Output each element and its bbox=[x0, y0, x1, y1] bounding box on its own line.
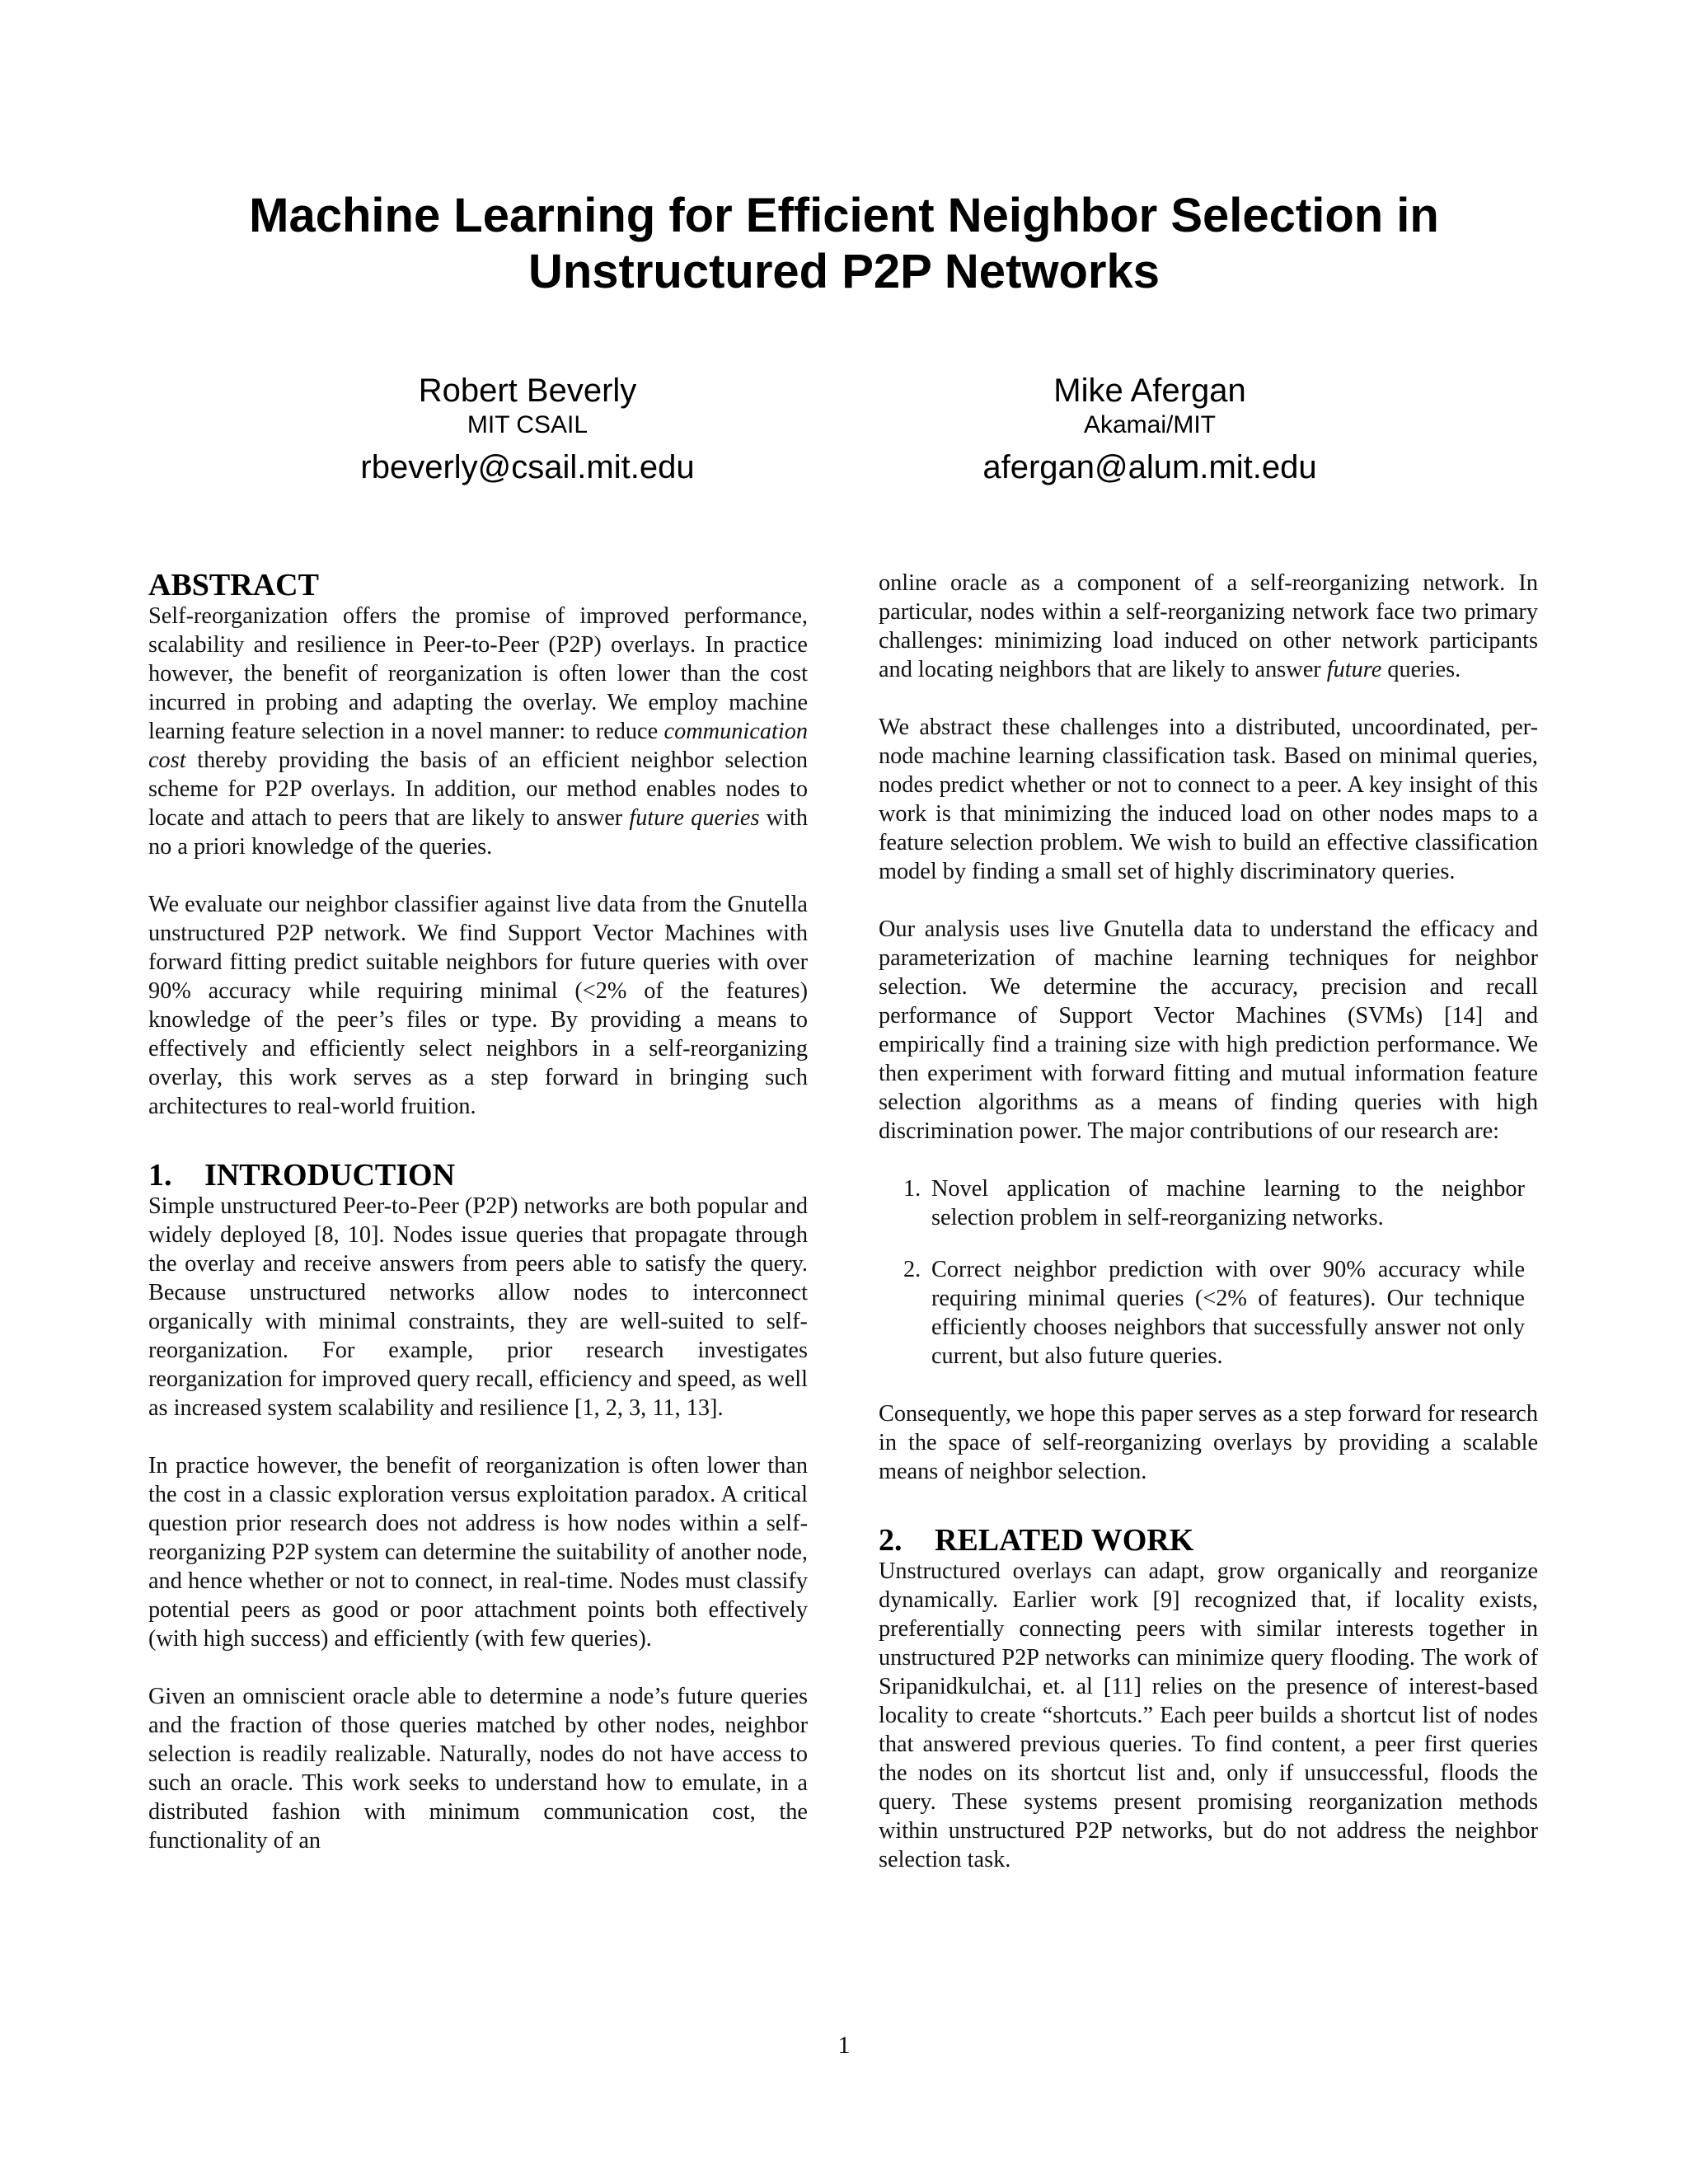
author-name: Robert Beverly bbox=[418, 373, 637, 409]
section-heading-introduction: 1. INTRODUCTION bbox=[148, 1158, 456, 1193]
body-paragraph: Unstructured overlays can adapt, grow organically and reorganize dynamically. Earlier work [9] recognized that, if locality exists, preferentially connecting peers with similar interests together in unstructured P2P networks can minimize query flooding. The work of Sripanidkulchai, et. al [11] relies on the presence of interest-based locality to create “shortcuts.” Each peer builds a shortcut list of nodes that answered previous queries. To find content, a peer first queries the nodes on its shortcut list and, only if unsuccessful, floods the query. These systems present promising reorganization methods within unstructured P2P networks, but do not address the neighbor selection task. bbox=[879, 1558, 1538, 1872]
author-email: afergan@alum.mit.edu bbox=[982, 449, 1317, 485]
left-column bbox=[148, 569, 808, 1855]
abstract-heading: ABSTRACT bbox=[148, 568, 319, 602]
body-paragraph: Our analysis uses live Gnutella data to understand the efficacy and parameterization of machine learning techniques for neighbor selection. We determine the accuracy, precision and recall performance of Support Vector Machines (SVMs) [14] and empirically find a training size with high prediction performance. We then experiment with forward fitting and mutual information feature selection algorithms as a means of finding queries with high discrimination power. The major contributions of our research are: bbox=[879, 916, 1538, 1144]
right-column bbox=[879, 569, 1538, 1874]
abstract-paragraph: We evaluate our neighbor classifier against live data from the Gnutella unstructured P2P network. We find Support Vector Machines with forward fitting predict suitable neighbors for future queries with over 90% accuracy while requiring minimal (<2% of the features) knowledge of the peer’s files or type. By providing a means to effectively and efficiently select neighbors in a self-reorganizing overlay, this work serves as a step forward in bringing such architectures to real-world fruition. bbox=[148, 892, 808, 1119]
author-name: Mike Afergan bbox=[1053, 373, 1246, 409]
body-paragraph: We abstract these challenges into a distributed, uncoordinated, per-node machine learning classification task. Based on minimal queries, nodes predict whether or not to connect to a peer. A key insight of this work is that minimizing the induced load on other nodes maps to a feature selection problem. We wish to build an effective classification model by finding a small set of highly discriminatory queries. bbox=[879, 715, 1538, 884]
abstract-paragraph: Self-reorganization offers the promise of improved performance, scalability and resilience in Peer-to-Peer (P2P) overlays. In practice however, the benefit of reorganization is often lower than the cost incurred in probing and adapting the overlay. We employ machine learning feature selection in a novel manner: to reduce communication cost thereby providing the basis of an efficient neighbor selection scheme for P2P overlays. In addition, our method enables nodes to locate and attach to peers that are likely to answer future queries with no a priori knowledge of the queries. bbox=[148, 603, 808, 860]
body-paragraph: In practice however, the benefit of reorganization is often lower than the cost in a classic exploration versus exploitation paradox. A critical question prior research does not address is how nodes within a self-reorganizing P2P system can determine the suitability of another node, and hence whether or not to connect, in real-time. Nodes must classify potential peers as good or poor attachment points both effectively (with high success) and efficiently (with few queries). bbox=[148, 1453, 808, 1652]
author-affiliation: Akamai/MIT bbox=[1083, 411, 1217, 438]
title-line-1: Machine Learning for Efficient Neighbor Selection in bbox=[249, 189, 1439, 242]
list-item: 1. Novel application of machine learning to the neighbor selection problem in self-reorganizing networks. bbox=[903, 1176, 1525, 1230]
page-number: 1 bbox=[837, 2032, 851, 2059]
paper-title bbox=[124, 188, 1564, 300]
author-block bbox=[861, 371, 1438, 488]
author-block bbox=[239, 371, 816, 488]
author-email: rbeverly@csail.mit.edu bbox=[360, 449, 695, 485]
contributions-list bbox=[879, 1174, 1538, 1371]
section-heading-related-work: 2. RELATED WORK bbox=[879, 1523, 1194, 1558]
author-affiliation: MIT CSAIL bbox=[467, 411, 588, 438]
list-item: 2. Correct neighbor prediction with over 90% accuracy while requiring minimal queries (<2% of features). Our technique efficiently chooses neighbors that successfully answer not only current, but also future queries. bbox=[903, 1257, 1525, 1369]
body-paragraph: Given an omniscient oracle able to determine a node’s future queries and the fraction of those queries matched by other nodes, neighbor selection is readily realizable. Naturally, nodes do not have access to such an oracle. This work seeks to understand how to emulate, in a distributed fashion with minimum communication cost, the functionality of an bbox=[148, 1684, 808, 1854]
body-paragraph: Simple unstructured Peer-to-Peer (P2P) networks are both popular and widely deployed [8, 10]. Nodes issue queries that propagate through the overlay and receive answers from peers able to satisfy the query. Because unstructured networks allow nodes to interconnect organically with minimal constraints, they are well-suited to self-reorganization. For example, prior research investigates reorganization for improved query recall, efficiency and speed, as well as increased system scalability and resilience [1, 2, 3, 11, 13]. bbox=[148, 1193, 808, 1421]
title-line-2: Unstructured P2P Networks bbox=[528, 245, 1160, 298]
body-paragraph: online oracle as a component of a self-reorganizing network. In particular, nodes within a self-reorganizing network face two primary challenges: minimizing load induced on other network participants and locating neighbors that are likely to answer future queries. bbox=[879, 570, 1538, 682]
body-paragraph: Consequently, we hope this paper serves as a step forward for research in the space of self-reorganizing overlays by providing a scalable means of neighbor selection. bbox=[879, 1401, 1538, 1484]
